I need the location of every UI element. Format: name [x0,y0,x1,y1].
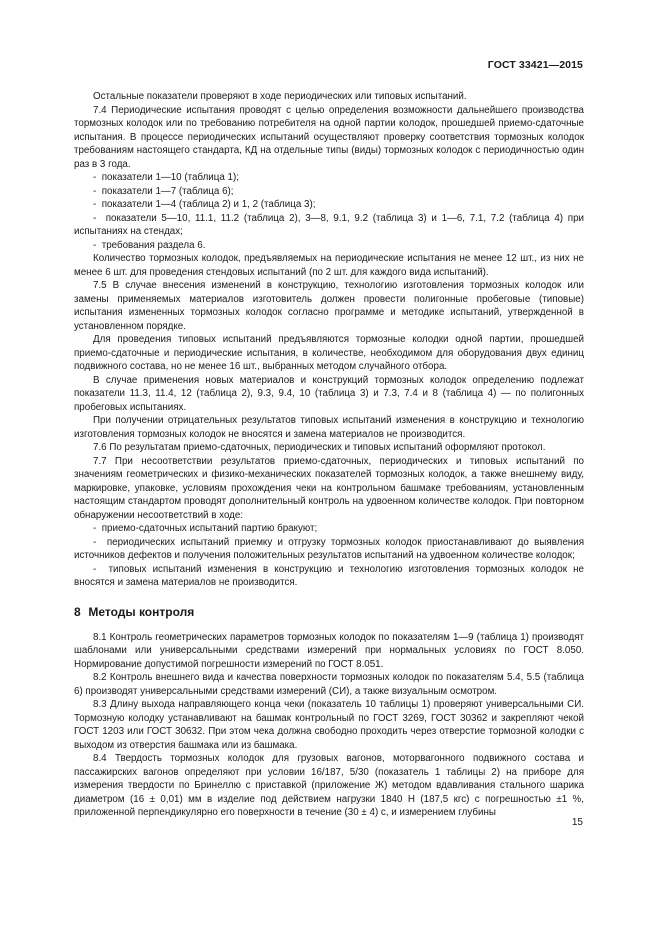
list-item-text: показатели 1—10 (таблица 1); [101,172,239,183]
list-dash: - [93,172,102,183]
body-text [74,90,584,820]
list-item-text: показатели 5—10, 11.1, 11.2 (таблица 2), 3—8, 9.1, 9.2 (таблица 3) и 1—6, 7.1, 7.2 (таблица 4) при испытаниях на стендах; [74,212,584,237]
list-item [74,198,584,212]
paragraph: 8.3 Длину выхода направляющего конца чеки (показатель 10 таблицы 1) проверяют универсальными СИ. Тормозную колодку устанавливают на башмак контрольный по ГОСТ 3269, ГОСТ 30362 и закрепляют чекой ГОСТ 1203 или ГОСТ 30632. При этом чека должна свободно проходить через отверстие тормозной колодки с выходом из отверстия башмака или из башмака. [74,699,584,751]
list-dash: - [93,523,102,534]
list-dash: - [93,563,109,575]
list-item-text: требования раздела 6. [101,239,206,251]
document-header: ГОСТ 33421—2015 [487,59,583,71]
paragraph: Для проведения типовых испытаний предъявляются тормозные колодки одной партии, прошедшей приемо-сдаточные и периодические испытания, в количестве, необходимом для оборудования двух единиц подвижного состава, но не менее 16 шт., выбранных методом случайного отбора. [74,334,584,372]
paragraph: 7.6 По результатам приемо-сдаточных, периодических и типовых испытаний оформляют протокол. [93,442,546,453]
list-item [74,536,584,563]
list-dash: - [93,199,102,210]
page-number: 15 [571,817,583,828]
list-item-text: типовых испытаний изменения в конструкцию и технологию изготовления тормозных колодок не вносятся и замена материалов не производится. [74,563,584,588]
list-dash: - [93,212,106,224]
section-7-continued [74,90,584,590]
paragraph: 7.7 При несоответствии результатов приемо-сдаточных, периодических и типовых испытаний по значениям геометрических и физико-механических показателей тормозных колодок, а также внешнему виду, маркировке, упаковке, условиям прохождения чеки на контрольном башмаке требованиям, установленным настоящим стандартом проводят дополнительный контроль на удвоенном количестве колодок. При повторном обнаружении несоответствий в ходе: [74,455,584,521]
section-title: Методы контроля [88,604,195,619]
list-item [74,212,584,239]
paragraph: При получении отрицательных результатов типовых испытаний изменения в конструкцию и технологию изготовления тормозных колодок не вносятся и замена материалов не производится. [74,415,584,440]
list-item [74,522,584,536]
list-item-text: периодических испытаний приемку и отгрузку тормозных колодок приостанавливают до выявления источников дефектов и получения положительных результатов испытаний на удвоенном количестве колодок; [74,536,584,561]
list-item-text: показатели 1—7 (таблица 6); [101,185,234,197]
paragraph: 7.5 В случае внесения изменений в конструкцию, технологию изготовления тормозных колодок или замены применяемых материалов изготовитель должен провести полигонные пробеговые (типовые) испытания измененных тормозных колодок согласно программе и методике испытаний, утвержденной в установленном порядке. [74,280,584,332]
paragraph: 8.4 Твердость тормозных колодок для грузовых вагонов, моторвагонного подвижного состава и пассажирских вагонов определяют при условии 16/187, 5/30 (показатель 1 таблицы 2) на приборе для измерения твердости по Бринеллю с приставкой (приложение Ж) методом вдавливания стального шарика диаметром (16 ± 0,01) мм в изделие под действием нагрузки 1840 Н (187,5 кгс) с погрешностью ±1 %, приложенной перпендикулярно его поверхности в течение (30 ± 4) с, и измерением глубины [74,753,584,818]
list-item-text: показатели 1—4 (таблица 2) и 1, 2 (таблица 3); [101,199,316,210]
list-item [74,239,584,253]
list-dash: - [93,239,102,251]
paragraph: Количество тормозных колодок, предъявляемых на периодические испытания не менее 12 шт., из них не менее 6 шт. для проведения стендовых испытаний (по 2 шт. для каждого вида испытаний). [74,253,584,278]
section-number: 8 [74,604,81,619]
list-item [74,563,584,590]
paragraph: 8.2 Контроль внешнего вида и качества поверхности тормозных колодок по показателям 5.4, 5.5 (таблица 6) производят универсальными средствами измерений (СИ), а также визуальным осмотром. [74,672,584,697]
list-item [74,171,584,185]
paragraph: Остальные показатели проверяют в ходе периодических или типовых испытаний. [93,91,467,102]
paragraph: В случае применения новых материалов и конструкций тормозных колодок определению подлежат показатели 11.3, 11.4, 12 (таблица 2), 9.3, 9.4, 10 (таблица 3) и 7.3, 7.4 и 8 (таблица 4) — по полигонных пробеговых испытаниях. [74,374,584,413]
paragraph: 7.4 Периодические испытания проводят с целью определения возможности дальнейшего производства тормозных колодок или по требованию потребителя на одной партии колодок, прошедшей приемо-сдаточные испытания. В процессе периодических испытаний осуществляют проверку соответствия тормозных колодок требованиям настоящего стандарта, КД на отдельные типы (виды) тормозных колодок с периодичностью один раз в 3 года. [74,104,584,170]
section-heading [74,604,584,620]
list-dash: - [93,536,107,548]
list-item [74,185,584,199]
list-item-text: приемо-сдаточных испытаний партию бракуют; [101,523,318,534]
list-dash: - [93,185,102,197]
section-8-body [74,631,584,820]
paragraph: 8.1 Контроль геометрических параметров тормозных колодок по показателям 1—9 (таблица 1) производят шаблонами или универсальными средствами измерений при нормальных условиях по ГОСТ 8.050. Нормирование допустимой погрешности измерений по ГОСТ 8.051. [74,631,584,670]
